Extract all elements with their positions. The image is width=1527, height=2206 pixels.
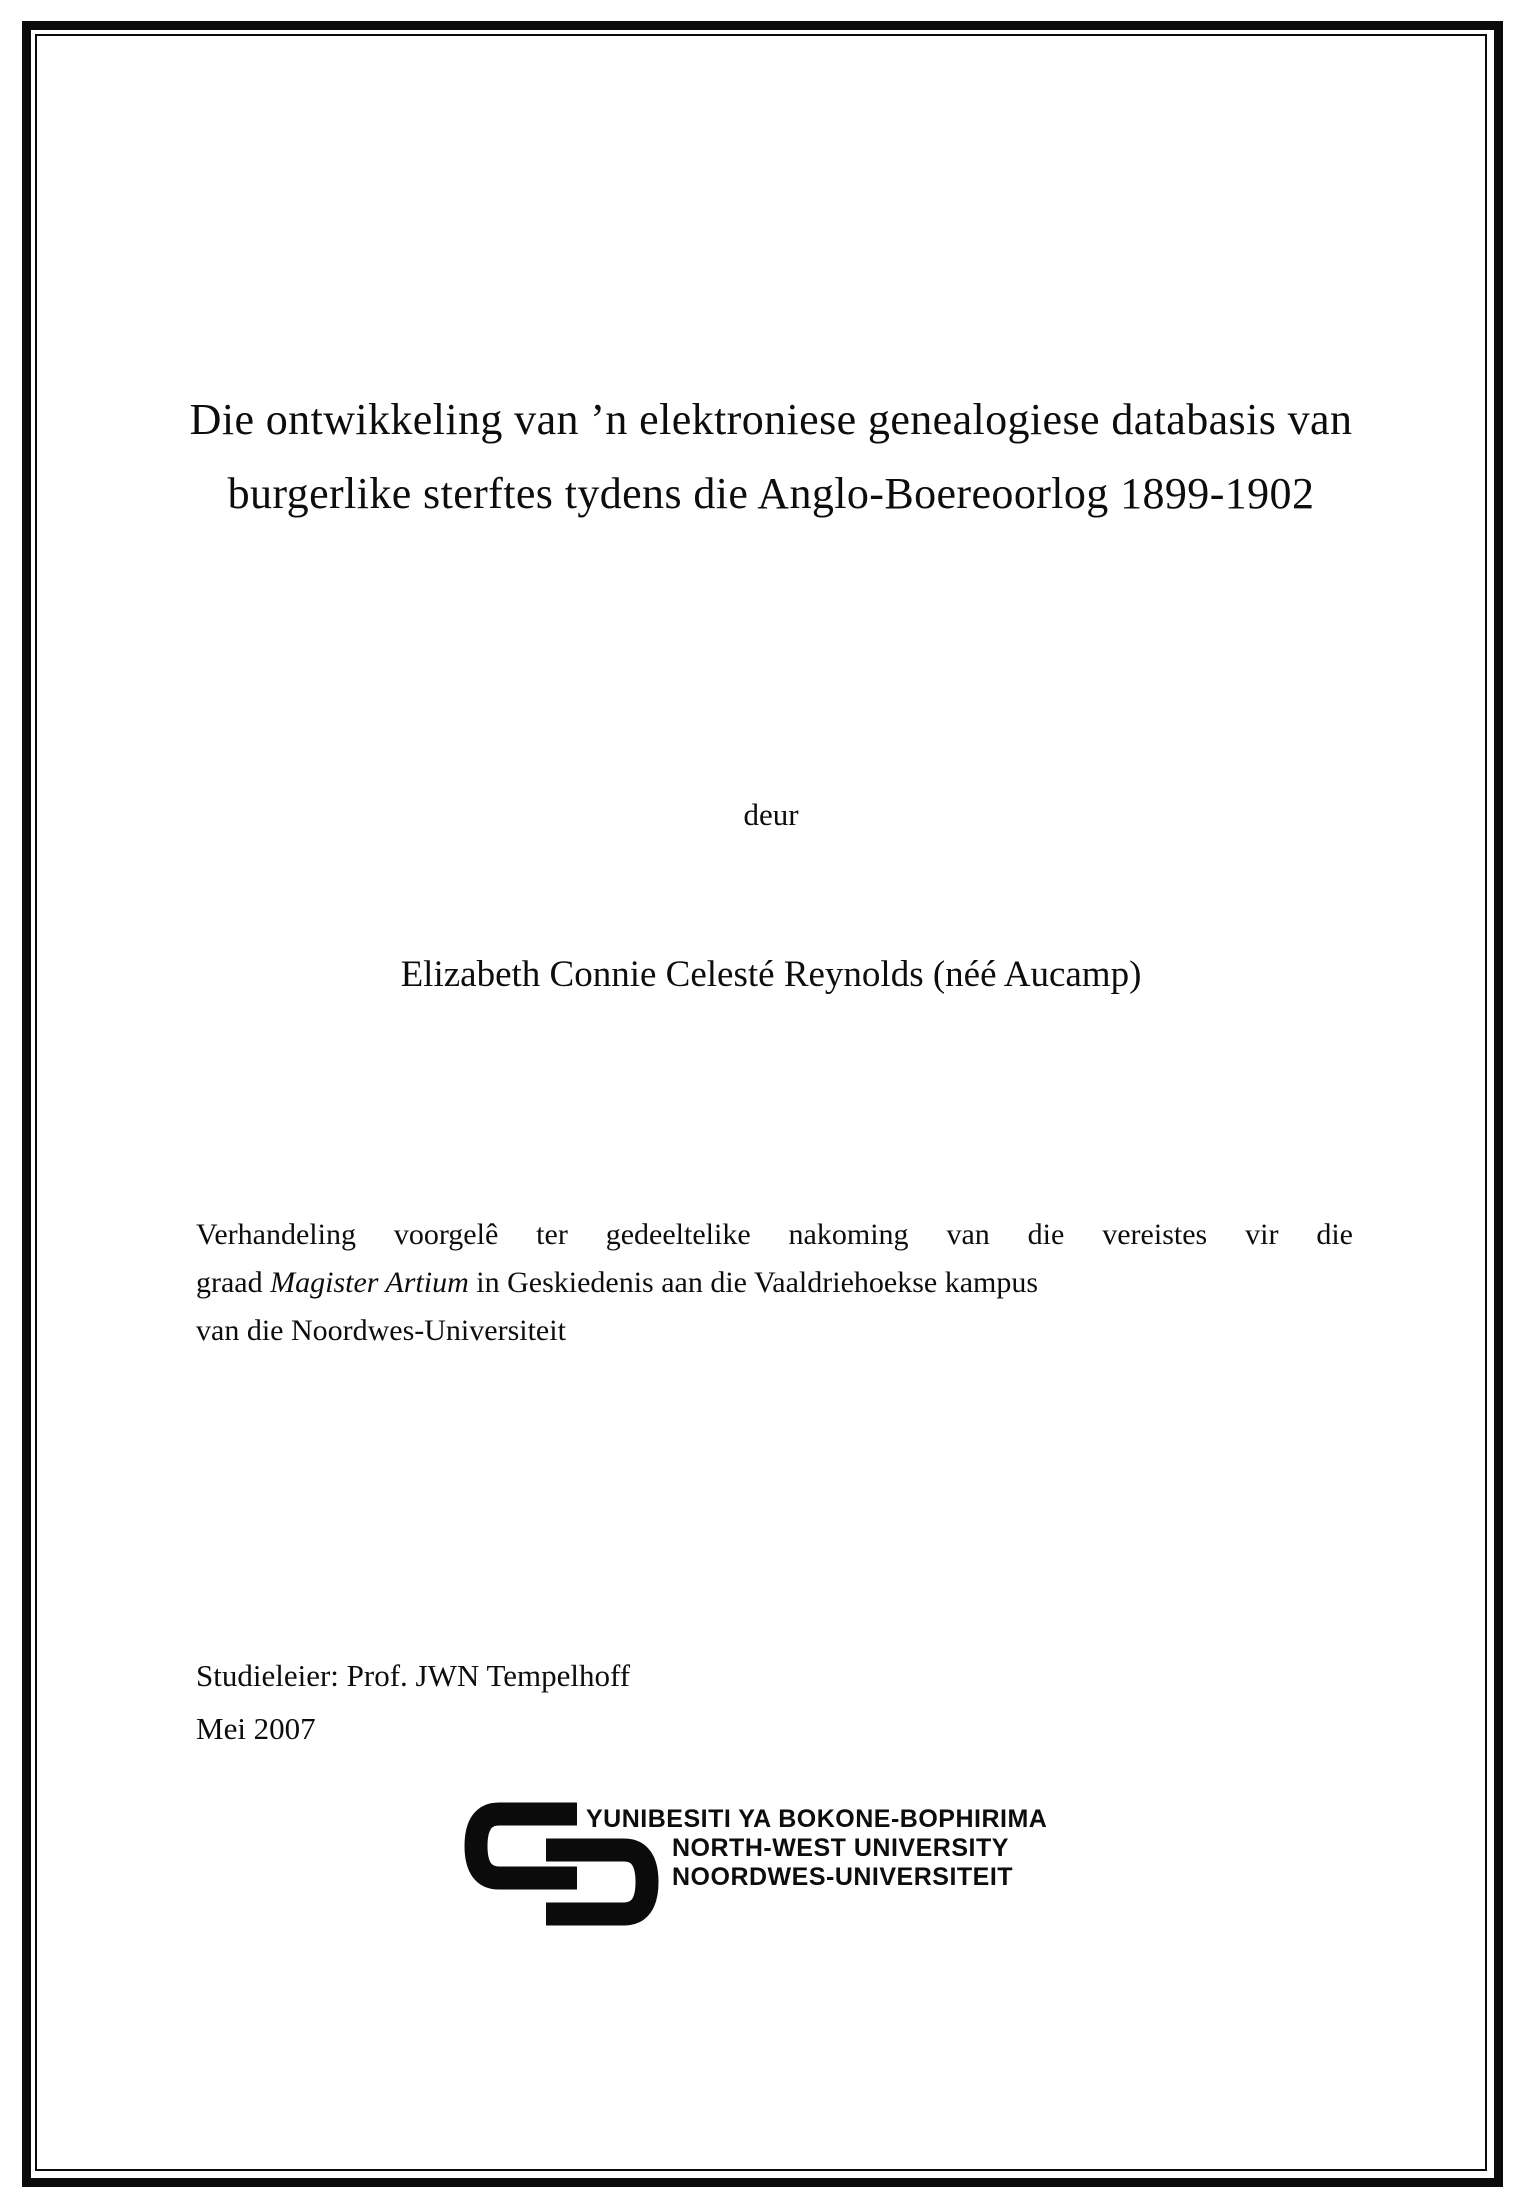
degree-statement-line-2-prefix: graad [196, 1266, 271, 1299]
thesis-title-line-1: Die ontwikkeling van ’n elektroniese genealogiese databasis van [189, 395, 1353, 444]
degree-statement-line-3: van die Noordwes-Universiteit [196, 1314, 566, 1347]
date-line: Mei 2007 [196, 1711, 316, 1746]
university-logo-text [586, 1805, 1047, 1892]
degree-statement-line-1: Verhandeling voorgelê ter gedeeltelike nakoming van die vereistes vir die [196, 1218, 1353, 1251]
logo-text-setswana: YUNIBESITI YA BOKONE-BOPHIRIMA [586, 1805, 1048, 1833]
logo-text-afrikaans: NOORDWES-UNIVERSITEIT [672, 1863, 1014, 1891]
thesis-title-line-2: burgerlike sterftes tydens die Anglo-Boereoorlog 1899-1902 [227, 469, 1315, 518]
degree-statement-line-2-suffix: in Geskiedenis aan die Vaaldriehoekse kampus [468, 1266, 1039, 1299]
degree-name-italic: Magister Artium [270, 1266, 469, 1299]
supervisor-line: Studieleier: Prof. JWN Tempelhoff [196, 1658, 631, 1693]
thesis-title [170, 383, 1372, 531]
supervisor-date-block [196, 1649, 630, 1755]
author-name: Elizabeth Connie Celesté Reynolds (néé Aucamp) [400, 954, 1142, 995]
byline-label: deur [743, 797, 799, 832]
logo-text-english: NORTH-WEST UNIVERSITY [672, 1834, 1009, 1862]
university-logo [463, 1802, 1103, 1937]
degree-statement [196, 1211, 1353, 1355]
degree-statement-line-2 [196, 1259, 1353, 1307]
